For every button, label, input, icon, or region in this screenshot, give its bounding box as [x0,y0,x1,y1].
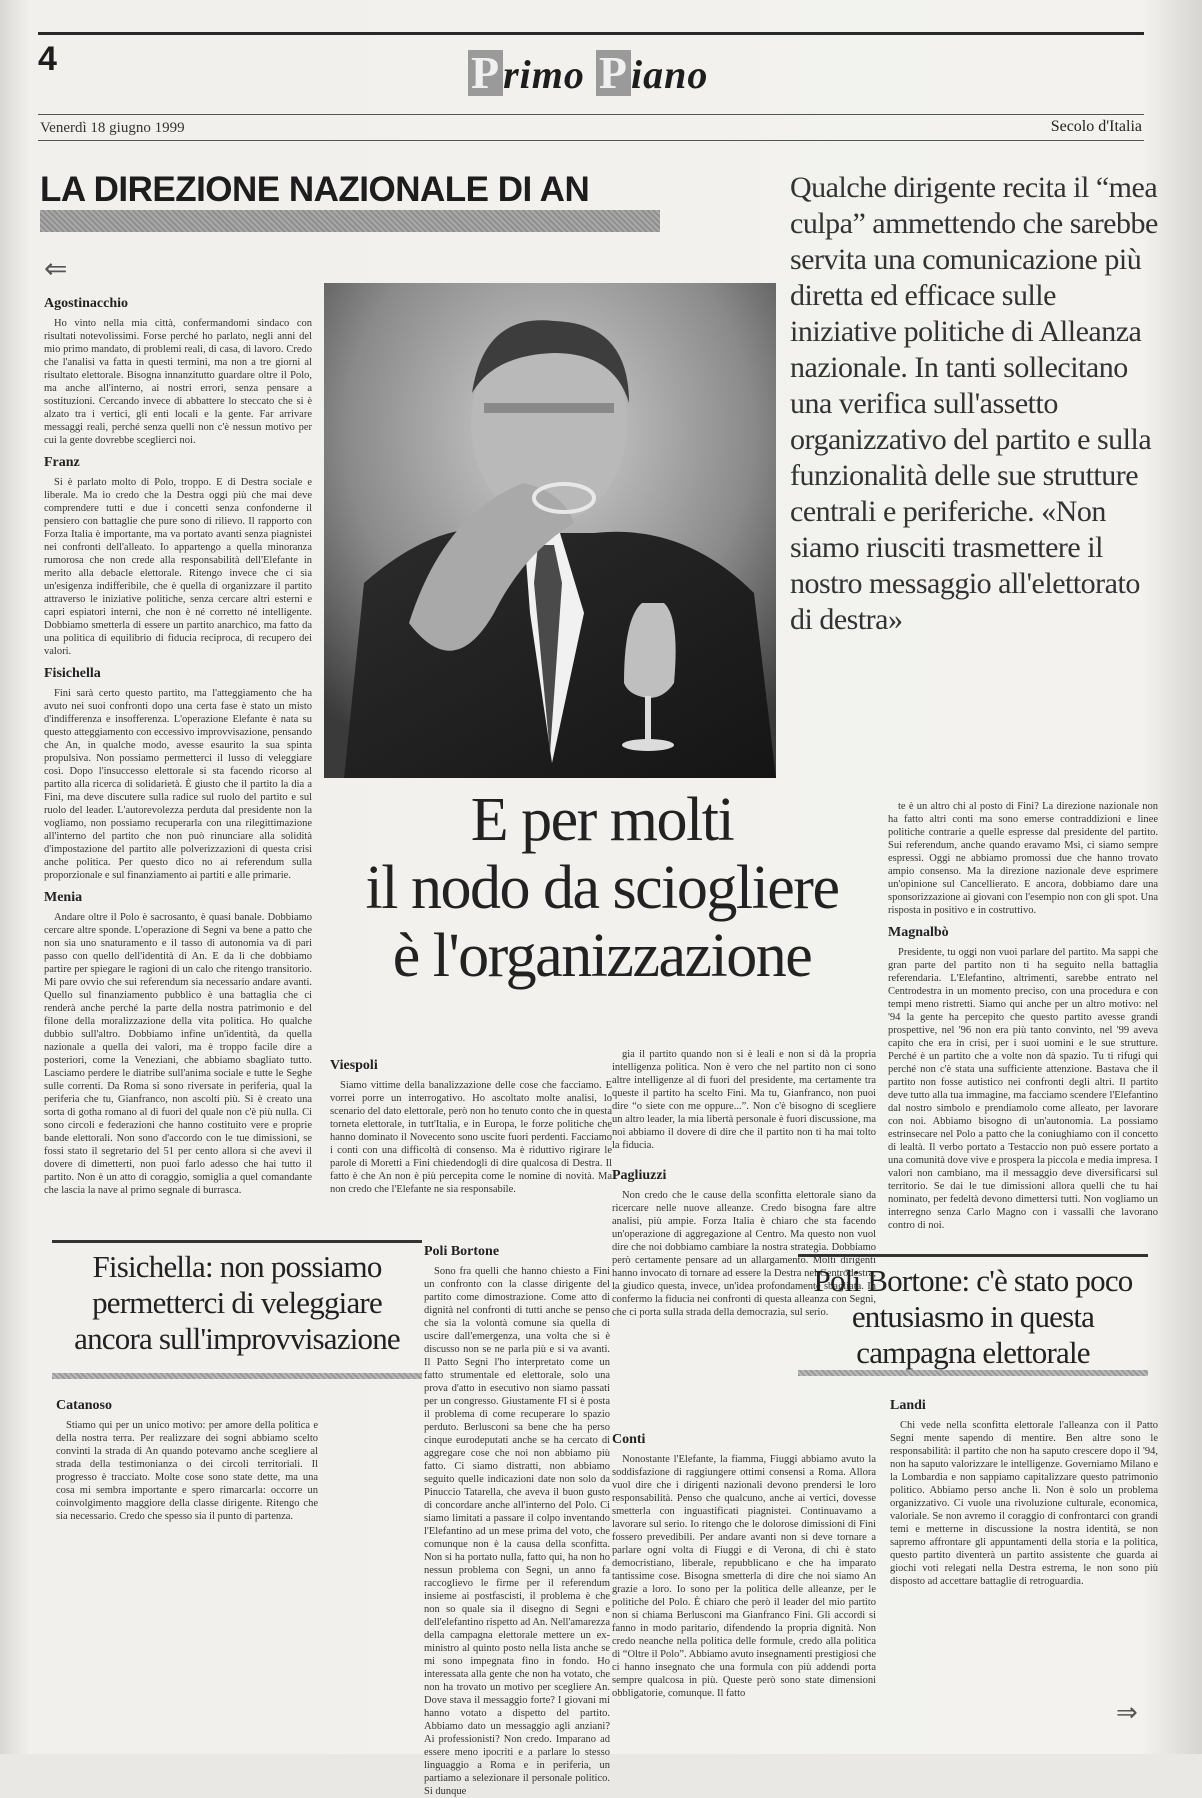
speaker-text: te è un altro chi al posto di Fini? La direzione nazionale non ha fatto altri conti ma sono emerse contraddizioni e linee politiche contrarie a quelle espresse dal presidente del partito. Sui referendum, anche quando eravamo Msi, ci siamo sempre espressi. Oggi ne abbiamo promossi due che hanno trovato ampio consenso. Ma la direzione nazionale deve esprimere un'opinione sul Cancellierato. E ancora, dobbiamo dare una sponsorizzazione ai giovani con l'esempio non con gli spot. Una risposta in positivo e in costruttivo. [888,801,1158,916]
speaker-text: Andare oltre il Polo è sacrosanto, è quasi banale. Dobbiamo cercare altre sponde. L'operazione di Segni va bene a patto che non sia uno snaturamento e il tasso di autonomia va di pari passo con quello dell'identità di An. E da lì che dobbiamo partire per spiegare le ragioni di un calo che ritengo transitorio. Mi pare ovvio che sui referendum sia necessario andare avanti. Quello sul finanziamento pubblico è una battaglia che ci renderà anche perché la parte della nostra patrimonio e del filone della moralizzazione della vita politica. Ho qualche dubbio sull'altro. Dobbiamo infine un'identità, da quella nazionale a quella dei valori, ma è troppo facile dire a posteriori, come la Veneziani, che abbiamo sbagliato tutto. Lasciamo perdere le diatribe sull'anima sociale e tutte le Seghe sulle correnti. Da Roma si sono riversate in periferia, qual la periferia che tu, Gianfranco, non ascolti più. Si è creato una sorta di gotha romano al di fuori del quale non c'è più nulla. Ci sono circoli e federazioni che hanno costituito vere e proprie bande elettorali. Non sono d'accordo con le tue dimissioni, se fossi stato il segretario del 51 per cento allora si che avevi il dovere di dimetterti, non puoi farlo adesso che hai tutto il partito. Non è un atto di coraggio, somiglia a quel comandante che lascia la nave al primo segnale di burrasca. [44,912,312,1196]
speaker-name: Landi [890,1398,926,1413]
speaker-name: Catanoso [56,1398,113,1413]
column-right-lower [890,1390,1158,1690]
page-number: 4 [38,40,57,78]
masthead-rule [38,114,1144,115]
column-left-lower [56,1390,318,1740]
speaker-name: Agostinacchio [44,296,128,311]
speaker-text: Siamo vittime della banalizzazione delle cose che facciamo. E vorrei porre un interrogativo. Ho ascoltato molte analisi, lo scenario del dato elettorale, però non ho tenuto conto che in questa torneta elettorale, in tutt'Italia, e in Europa, le forze politiche che hanno dominato il Novecento sono uscite fuori perdenti. Facciamo i conti con una difficoltà di consenso. Ma è riduttivo rigirare le parole di Moretti a Fini chiedendogli di dire qualcosa di Destra. Il fatto è che An non è più percepita come le nomine di novità. Ma non credo che l'Elefante ne sia responsabile. [330,1080,612,1195]
speaker-text: Chi vede nella sconfitta elettorale l'alleanza con il Patto Segni mente sapendo di mentire. Ben altre sono le responsabilità: il partito che non ha saputo crescere dopo il '94, non ha saputo valorizzare le intelligenze. Governiamo Milano e la Lombardia e non sappiamo capitalizzare questo patrimonio politico. Abbiamo perso anche lì. Non è solo un problema organizzativo. Ci vuole una rivoluzione culturale, economica, valoriale. Se non avremo il coraggio di confrontarci con grandi temi e metterne in discussione la nostra identità, se non sapremo affrontare gli appuntamenti della storia e la politica, questo partito diventerà un partito assistente che guarda ai giochi voti relegati nella Destra estrema, le non sono più disposto ad accettare battaglie di retroguardia. [890,1420,1158,1587]
column-conti [612,1424,876,1739]
speaker-text: gia il partito quando non si è leali e non si dà la propria intelligenza politica. Non è vero che nel partito non ci sono altre intelligenze al di fuori del presidente, ma certamente tra queste il partito ha scelto Fini. Ma tu, Gianfranco, non puoi dire “o siete con me oppure...”. Non c'è bisogno di scegliere un altro leader, la mia libertà personale è fuori discussione, ma noi abbiamo il dovere di dire che il partito non ti ha mai tolto la fiducia. [612,1049,876,1151]
section-title: LA DIREZIONE NAZIONALE DI AN [40,170,590,209]
column-viespoli-cont [612,1048,876,1156]
column-viespoli [330,1050,612,1230]
section-logo: Primo Piano [468,50,708,98]
speaker-text: Ho vinto nella mia città, confermandomi sindaco con risultati notevolissimi. Forse perché ho parlato, negli anni del mio primo mandato, di problemi reali, di casa, di lavoro. Credo che l'analisi va fatta in questi termini, ma non a tre giorni al risultato elettorale. Bisogna innanzitutto guardare oltre il Polo, ma anche all'interno, ai nostri errori, senza pensare a sostituzioni. Cercando invece di abbattere lo steccato che si è alzato tra i vertici, gli enti locali e la gente. Far arrivare messaggi reali, perché senza quelli non c'è nessun motivo per cui la gente dovrebbe sceglierci noi. [44,318,312,446]
speaker-text: Presidente, tu oggi non vuoi parlare del partito. Ma sappi che gran parte del partito non ti ha seguito nella battaglia referendaria. L'Elefantino, altrimenti, sarebbe entrato nel Centrodestra in un momento preciso, con una procedura e con tempi meno ristretti. Siamo qui anche per un altro motivo: nel '94 la gente ha percepito che questo partito avesse grandi prospettive, nel '96 non era più tanto convinto, nel '99 aveva capito che era in crisi, per i suoi uomini e le sue strutture. Perché è un partito che a volte non dà spazio. Tu ti rifugi qui perché non c'è stata una sufficiente attenzione. Bastava che il partito non fosse autistico nei confronti degli altri. Il partito deve tutto alla tua immagine, ma facciamo scendere l'Elefantino dal nostro simbolo e prendiamolo come alleato, per lavorare con noi. Abbiamo bisogno di un'autonomia. La possiamo estrinsecare nel Polo a patto che la coniughiamo con il concetto di lealtà. Il verbo portato a Testaccio non può essere portato a una comunità dove vive e prospera la piccola e media impresa. I valori non cambiano, ma il messaggio deve diversificarsi sul territorio. Se dai le tue dimissioni allora quelli che tu hai nominato, per fedeltà devono dimettersi tutti. Non vogliamo un interregno senza Carlo Magno con i vassalli che lavorano contro di noi. [888,947,1158,1231]
arrow-right-icon: ⇒ [1116,1698,1138,1728]
portrait-illustration [324,283,776,778]
dateline-rule [38,140,1144,141]
speaker-name: Poli Bortone [424,1244,500,1259]
speaker-text: Si è parlato molto di Polo, troppo. E di Destra sociale e liberale. Ma io credo che la Destra oggi più che mai deve comprendere tutti e due i concetti senza confonderne il pensiero con battaglie che pure sono di rilievo. Il rapporto con Forza Italia è importante, ma va portato avanti senza piagnistei nei confronti dell'alleato. Io appartengo a quella minoranza rumorosa che non crede alla responsabilità dell'Elefante in merito alla debacle elettorale. Ritengo invece che ci sia un'esigenza indifferibile, che è quella di organizzare il partito attraverso le iniziative politiche, senza cercare altri esterni e capri espiatori interni, che non è né corretto né intelligente. Dobbiamo smetterla di essere un partito anarchico, ma fatto da una politica di equilibrio di fiducia reciproca, di recupero dei valori. [44,477,312,657]
paper-name: Secolo d'Italia [1050,118,1142,135]
speaker-name: Conti [612,1432,646,1447]
speaker-name: Viespoli [330,1058,378,1073]
speaker-text: Stiamo qui per un unico motivo: per amore della politica e della nostra terra. Per realizzare dei sogni abbiamo scelto convinti la strada di An quando potevamo anche scegliere al strada della testimonianza o dei circoli territoriali. Il progresso è tracciato. Molte cose sono state dette, ma una cosa mi sembra importante e spero rimarcarla: occorre un coinvolgimento maggiore della classe dirigente. Ritengo che sia necessario. Credo che spesso sia il punto di partenza. [56,1420,318,1522]
speaker-text: Fini sarà certo questo partito, ma l'atteggiamento che ha avuto nei suoi confronti dopo una certa fase è stato un misto d'indifferenza e insofferenza. L'operazione Elefante è nata su questo atteggiamento con eccessivo improvvisazione, pensando che An, in qualche modo, avesse esaurito la sua spinta propulsiva. Non possiamo permetterci il lusso di veleggiare così. Dopo l'insuccesso elettorale si sta facendo ricorso al partito alla ricerca di solidarietà. È giusto che il partito la dia a Fini, ma deve discutere sulla radice sul ruolo del partito e sul ruolo del leader. L'autorevolezza perduta dal presidente non la vogliamo, non possiamo recuperarla con una rilegittimazione all'interno del partito che non può rinunciare alla solidità d'impostazione del partito alle polverizzazioni di questa crisi anche politica. Per questo dico no ai referendum sulla proporzionale e sul finanziamento ai partiti e alle primarie. [44,688,312,881]
pull-quote-fisichella: Fisichella: non possiamo permetterci di veleggiare ancora sull'improvvisazione [52,1240,422,1357]
column-right-upper [888,800,1158,1240]
dateline: Venerdì 18 giugno 1999 [40,120,185,136]
main-headline: E per molti il nodo da sciogliere è l'organizzazione [365,786,839,990]
pull-quote-bar [52,1373,422,1379]
speaker-text: Non credo che le cause della sconfitta elettorale siano da ricercare nelle nuove alleanze. Credo bisogna fare altre analisi, più ampie. Forza Italia è chiaro che sta facendo un'operazione di aggregazione al Centro. Ma questo non vuol dire che noi dobbiamo cambiare la nostra strategia. Dobbiamo però certamente pensare ad un allargamento. Molti dirigenti hanno invocato di tornare ad essere la Destra nel Centrodestra, la giudico questa, invece, un'idea profondamente sbagliata. In confermo la fiducia nei confronti di questa alleanza con Segni, che ci porta sulla strada della democrazia, sul serio. [612,1190,876,1318]
speaker-text: Sono fra quelli che hanno chiesto a Fini un confronto con la classe dirigente del partito come dimostrazione. Come atto di dignità nel confronti di tutti anche se penso che sia la volontà comune sia quella di uscire dall'emergenza, una volta che si è discusso non se ne parla più e si va avanti. Il Patto Segni l'ho interpretato come un fatto strumentale ed elettorale, solo una prova d'atto in esecutivo non siamo passati per un congresso. Giustamente FI si è posta il problema di come recuperare lo spazio perduto. Berlusconi sa bene che ha perso cinque eurodeputati anche se ha cercato di aggregare cose che noi non abbiamo più fatto. Ci siamo distratti, non abbiamo seguito quelle indicazioni date non solo da Pinuccio Tatarella, che aveva il buon gusto di concordare anche all'interno del Polo. Ci siamo limitati a passare il colpo inventando l'Elefantino ad un mese prima del voto, che comunque non è la causa della sconfitta. Non si ha portato nulla, fatto qui, ha non ho nessun problema con Segni, un anno fa raccoglievo le firme per il referendum insieme ai postfascisti, il problema è che non so quale sia il disegno di Segni e dell'elefantino rispetto ad An. Nell'amarezza della campagna elettorale mettere un ex-ministro al quinto posto nella lista anche se mi sono impegnata fino in fondo. Ho interessata alla gente che non ha votato, che non ha trovato un motivo per scegliere An. Dove stava il messaggio forte? I giovani mi hanno votato a dispetto del partito. Abbiamo dato un messaggio agli anziani? Ai professionisti? Non credo. Imparano ad essere meno ipocriti e a parlare lo stesso linguaggio a Roma e in periferia, un partiamo a selezionare il personale politico. Si dunque [424,1266,610,1797]
arrow-left-icon: ⇐ [44,252,68,285]
section-title-bar [40,210,660,232]
pull-quote-poli-bortone: Poli Bortone: c'è stato poco entusiasmo in questa campagna elettorale [798,1254,1148,1371]
speaker-name: Menia [44,890,83,905]
speaker-name: Franz [44,455,80,470]
speaker-name: Pagliuzzi [612,1168,667,1183]
portrait-photo [324,283,776,778]
top-rule [38,32,1144,35]
speaker-name: Fisichella [44,666,101,681]
column-left [44,288,312,1246]
speaker-text: Nonostante l'Elefante, la fiamma, Fiuggi abbiamo avuto la soddisfazione di raggiungere ottimi consensi a Roma. Allora vuol dire che i dirigenti nazionali devono prendersi le loro responsabilità. Penso che qualcuno, anche ai vertici, dovesse smetterla con inguastificati piagnistei. Continuavamo a lavorare sul serio. Io ritengo che le dolorose dimissioni di Fini fossero prevedibili. Per andare avanti non si deve tornare a parlare ogni volta di Fiuggi e di Verona, di chi è stato democristiano, liberale, repubblicano e che ha imparato tantissime cose. Bisogna smetterla di dire che noi siamo An grazie a loro. Io sono per la politica delle alleanze, per le politiche del Polo. È chiaro che però il leader del mio partito non si chiama Berlusconi ma Gianfranco Fini. Gli accordi si fanno in modo paritario, difendendo la propria dignità. Non credo neanche nella politica delle formule, credo alla politica di “Oltre il Polo”. Abbiamo avuto insegnamenti prestigiosi che ci hanno insegnato che una formula con più addendi porta sempre qualcosa in più. Queste però sono state dimensioni obbligatorie, comunque. Il fatto [612,1454,876,1699]
pull-quote-bar [798,1370,1148,1376]
lead-text: Qualche dirigente recita il “mea culpa” ammettendo che sarebbe servita una comunicazione più diretta ed efficace sulle iniziative politiche di Alleanza nazionale. In tanti sollecitano una verifica sull'assetto organizzativo del partito e sulla funzionalità delle sue strutture centrali e periferiche. «Non siamo riusciti trasmettere il nostro messaggio all'elettorato di destra» [790,171,1158,636]
speaker-name: Magnalbò [888,925,949,940]
column-poli-bortone [424,1236,610,1797]
